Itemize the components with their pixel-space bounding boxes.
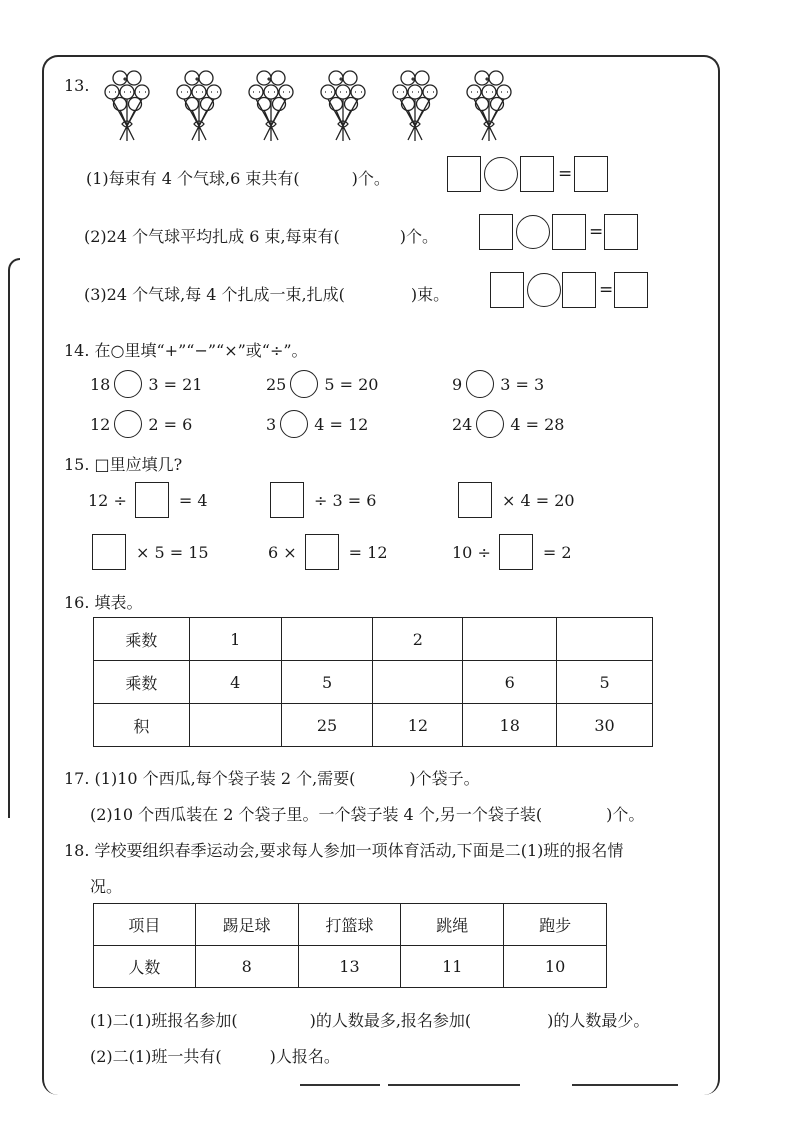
q13-part1-box-a[interactable] xyxy=(447,156,481,192)
q13-part2-operator-circle[interactable] xyxy=(516,215,550,249)
q15-title: 15. □里应填几? xyxy=(64,455,183,474)
q15-text-before: 12 ÷ xyxy=(88,490,127,510)
table-cell: 8 xyxy=(195,946,298,988)
blank-answer-cell[interactable] xyxy=(463,618,557,661)
q14-operator-circle[interactable] xyxy=(114,410,142,438)
q13-part1-text-before: (1)每束有 4 个气球,6 束共有( xyxy=(86,169,300,188)
q14-left-number: 9 xyxy=(452,374,463,394)
row-header-cell: 乘数 xyxy=(94,661,190,704)
q13-number: 13. xyxy=(64,76,90,95)
multiplication-table xyxy=(93,617,653,747)
q14-item xyxy=(90,370,202,398)
q13-part1-box-result[interactable] xyxy=(574,156,608,192)
blank-answer-cell[interactable] xyxy=(189,704,281,747)
blank-answer-cell[interactable] xyxy=(281,618,373,661)
q15-answer-box[interactable] xyxy=(135,482,169,518)
q13-part3-box-b[interactable] xyxy=(562,272,596,308)
q15-item xyxy=(92,534,209,570)
q14-right-expression: 4 = 12 xyxy=(314,414,369,434)
q13-part3-box-result[interactable] xyxy=(614,272,648,308)
q14-operator-circle[interactable] xyxy=(280,410,308,438)
column-header-cell: 打篮球 xyxy=(298,904,401,946)
q13-part3-text-before: (3)24 个气球,每 4 个扎成一束,扎成( xyxy=(84,285,345,304)
q14-item xyxy=(90,410,192,438)
table-cell: 25 xyxy=(281,704,373,747)
q15-text-after: = 2 xyxy=(542,542,572,562)
q14-left-number: 24 xyxy=(452,414,473,434)
table-cell: 10 xyxy=(504,946,607,988)
column-header-cell: 跳绳 xyxy=(401,904,504,946)
table-cell: 1 xyxy=(189,618,281,661)
table-cell: 13 xyxy=(298,946,401,988)
q15-item xyxy=(458,482,575,518)
q18-part1-text-before: (1)二(1)班报名参加( xyxy=(90,1011,238,1030)
balloon-bouquet-icon xyxy=(316,68,372,142)
q15-answer-box[interactable] xyxy=(92,534,126,570)
q14-item xyxy=(452,370,544,398)
balloon-bouquet-icon xyxy=(462,68,518,142)
q15-text-after: = 12 xyxy=(348,542,388,562)
q18-part2-text-before: (2)二(1)班一共有( xyxy=(90,1047,222,1066)
balloon-bouquet-icon xyxy=(172,68,228,142)
row-header-cell: 积 xyxy=(94,704,190,747)
q14-right-expression: 3 = 21 xyxy=(148,374,203,394)
balloon-bouquet-icon xyxy=(388,68,444,142)
q17-part1-text-after: )个袋子。 xyxy=(409,769,480,788)
q18-part2 xyxy=(90,1044,340,1067)
q14-left-number: 18 xyxy=(90,374,111,394)
q15-text-after: ÷ 3 = 6 xyxy=(314,490,377,510)
q14-right-expression: 4 = 28 xyxy=(510,414,565,434)
footer-line-3 xyxy=(572,1084,678,1086)
table-row xyxy=(94,618,653,661)
q13-part2-text-before: (2)24 个气球平均扎成 6 束,每束有( xyxy=(84,227,340,246)
q15-item xyxy=(88,482,208,518)
q13-part3-box-a[interactable] xyxy=(490,272,524,308)
footer-line-2 xyxy=(388,1084,520,1086)
q13-part2-equals: = xyxy=(589,222,604,242)
q18-line1: 18. 学校要组织春季运动会,要求每人参加一项体育活动,下面是二(1)班的报名情 xyxy=(64,841,624,860)
q13-part3-operator-circle[interactable] xyxy=(527,273,561,307)
q15-answer-box[interactable] xyxy=(305,534,339,570)
balloon-bouquet-icon xyxy=(244,68,300,142)
q15-text-before: 6 × xyxy=(268,542,297,562)
table-cell: 5 xyxy=(557,661,653,704)
table-row xyxy=(94,704,653,747)
q13-part3 xyxy=(84,282,449,305)
q13-part3-text-after: )束。 xyxy=(410,285,450,304)
q18-part2-text-after: )人报名。 xyxy=(269,1047,340,1066)
column-header-cell: 跑步 xyxy=(504,904,607,946)
q17-part2 xyxy=(90,802,644,825)
q14-operator-circle[interactable] xyxy=(114,370,142,398)
q14-operator-circle[interactable] xyxy=(290,370,318,398)
q18-part1-text-mid: )的人数最多,报名参加( xyxy=(309,1011,472,1030)
q13-part1-equals: = xyxy=(558,164,573,184)
q13-part2 xyxy=(84,224,438,247)
column-header-cell: 项目 xyxy=(94,904,196,946)
blank-answer-cell[interactable] xyxy=(557,618,653,661)
table-cell: 2 xyxy=(373,618,463,661)
blank-answer-cell[interactable] xyxy=(373,661,463,704)
q15-text-after: × 5 = 15 xyxy=(136,542,209,562)
q14-item xyxy=(266,370,378,398)
table-row xyxy=(94,904,607,946)
row-header-cell: 人数 xyxy=(94,946,196,988)
q15-answer-box[interactable] xyxy=(458,482,492,518)
q13-part2-box-result[interactable] xyxy=(604,214,638,250)
q13-part2-box-b[interactable] xyxy=(552,214,586,250)
row-header-cell: 乘数 xyxy=(94,618,190,661)
q17-part2-text-before: (2)10 个西瓜装在 2 个袋子里。一个袋子装 4 个,另一个袋子装( xyxy=(90,805,543,824)
binding-margin-mark xyxy=(8,258,20,818)
column-header-cell: 踢足球 xyxy=(195,904,298,946)
q13-part2-box-a[interactable] xyxy=(479,214,513,250)
q13-part1 xyxy=(86,166,390,189)
q15-text-after: = 4 xyxy=(178,490,208,510)
q15-text-after: × 4 = 20 xyxy=(502,490,575,510)
q13-part2-text-after: )个。 xyxy=(399,227,439,246)
q14-left-number: 12 xyxy=(90,414,111,434)
table-row xyxy=(94,946,607,988)
footer-line-1 xyxy=(300,1084,380,1086)
table-cell: 5 xyxy=(281,661,373,704)
q18-line2: 况。 xyxy=(90,877,123,896)
q14-item xyxy=(452,410,564,438)
q14-operator-circle[interactable] xyxy=(476,410,504,438)
q14-left-number: 3 xyxy=(266,414,277,434)
q14-right-expression: 3 = 3 xyxy=(500,374,545,394)
q17-part2-text-after: )个。 xyxy=(606,805,645,824)
q15-answer-box[interactable] xyxy=(499,534,533,570)
table-row xyxy=(94,661,653,704)
table-cell: 30 xyxy=(557,704,653,747)
q14-item xyxy=(266,410,368,438)
q15-item xyxy=(270,482,376,518)
table-cell: 4 xyxy=(189,661,281,704)
q13-part1-box-b[interactable] xyxy=(520,156,554,192)
q15-item xyxy=(452,534,572,570)
table-cell: 6 xyxy=(463,661,557,704)
q15-text-before: 10 ÷ xyxy=(452,542,491,562)
table-cell: 12 xyxy=(373,704,463,747)
table-cell: 18 xyxy=(463,704,557,747)
q15-item xyxy=(268,534,388,570)
q13-part3-equals: = xyxy=(599,280,614,300)
q16-title: 16. 填表。 xyxy=(64,593,143,612)
q13-part1-text-after: )个。 xyxy=(351,169,390,188)
q14-operator-circle[interactable] xyxy=(466,370,494,398)
q13-part1-operator-circle[interactable] xyxy=(484,157,518,191)
q14-left-number: 25 xyxy=(266,374,287,394)
sign-up-table xyxy=(93,903,607,988)
q18-part1-text-after: )的人数最少。 xyxy=(547,1011,650,1030)
q17-part1-text-before: 17. (1)10 个西瓜,每个袋子装 2 个,需要( xyxy=(64,769,356,788)
table-cell: 11 xyxy=(401,946,504,988)
q18-part1 xyxy=(90,1008,649,1031)
q14-right-expression: 2 = 6 xyxy=(148,414,193,434)
q17-part1 xyxy=(64,766,480,789)
q15-answer-box[interactable] xyxy=(270,482,304,518)
q14-right-expression: 5 = 20 xyxy=(324,374,379,394)
q14-title: 14. 在○里填“+”“−”“×”或“÷”。 xyxy=(64,341,308,360)
balloon-bouquet-icon xyxy=(100,68,156,142)
